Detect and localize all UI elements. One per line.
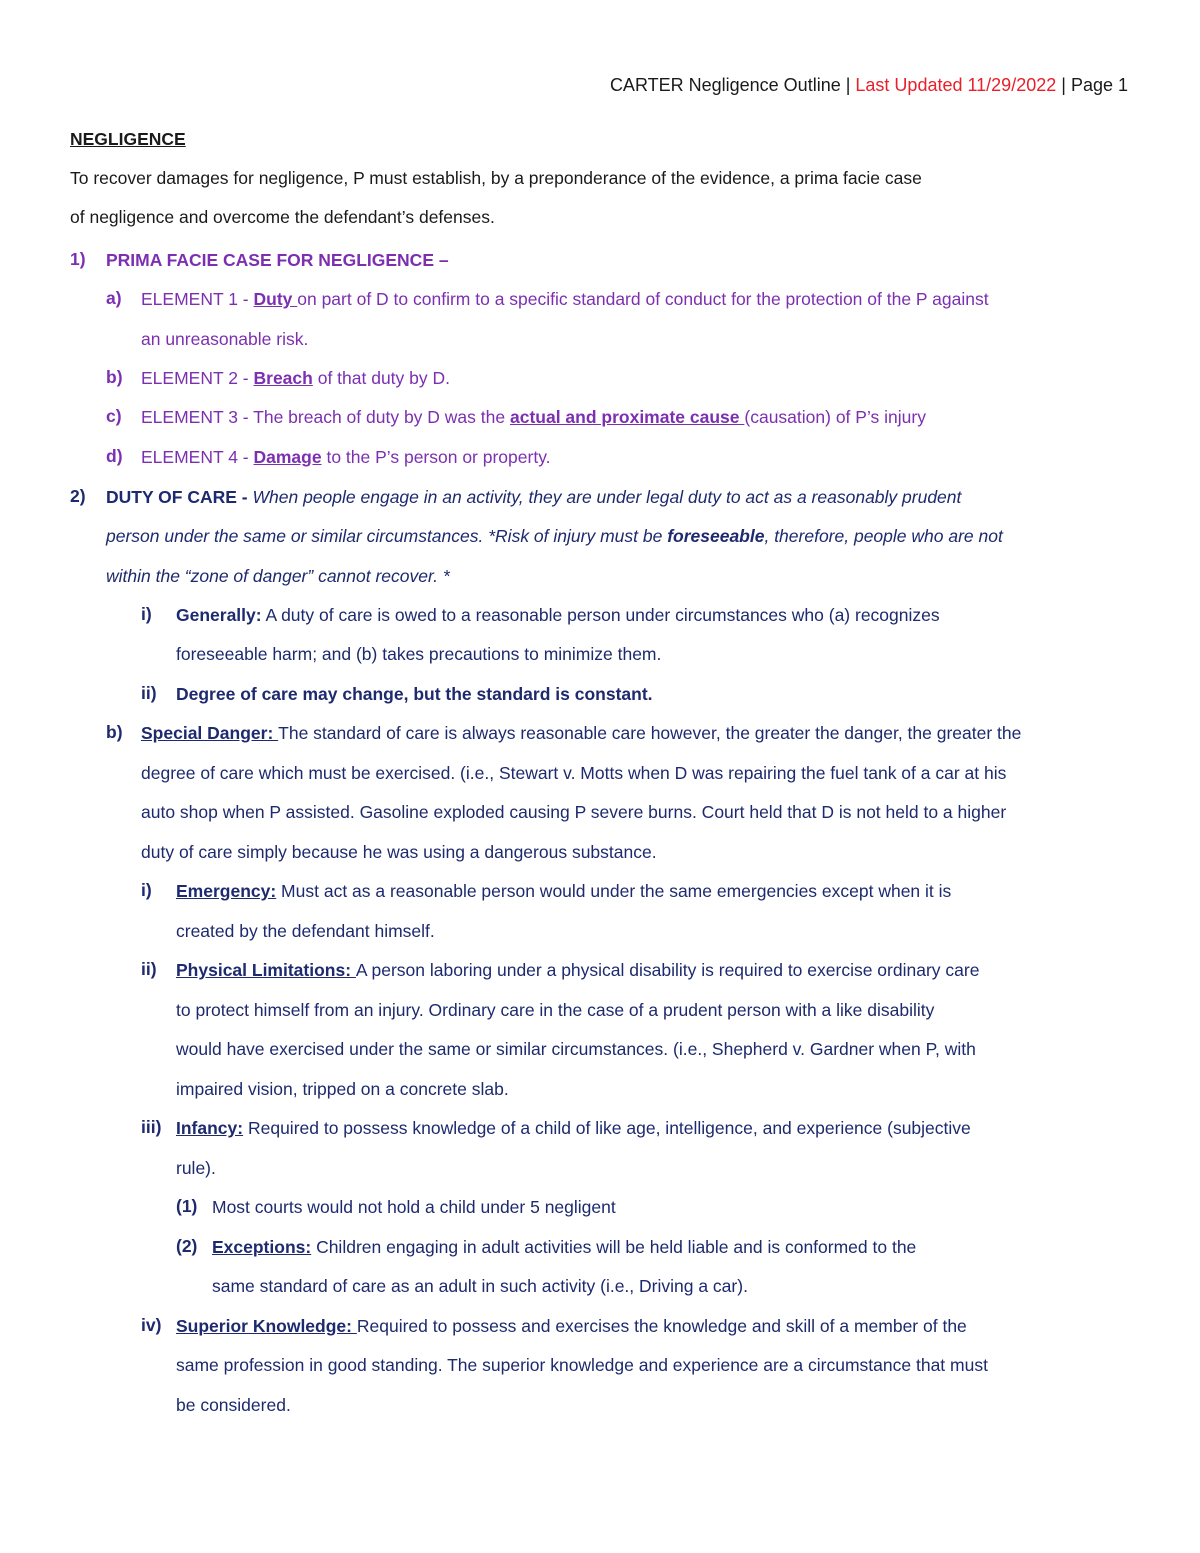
special-danger-line-3: auto shop when P assisted. Gasoline exploded causing P severe burns. Court held that D is not held to a higher <box>141 802 1007 822</box>
element-1-label: a) <box>106 288 122 308</box>
superior-knowledge-line-3: be considered. <box>176 1395 291 1415</box>
element-3-text: ELEMENT 3 - The breach of duty by D was the actual and proximate cause (causation) of P’s injury <box>141 407 926 427</box>
generally-continuation: foreseeable harm; and (b) takes precautions to minimize them. <box>176 644 662 664</box>
infancy-label: iii) <box>141 1117 162 1137</box>
section-2-title: DUTY OF CARE - <box>106 487 253 507</box>
special-danger-term: Special Danger: <box>141 723 279 743</box>
header-separator: | <box>1056 75 1071 95</box>
emergency-text: Emergency: Must act as a reasonable person would under the same emergencies except when it is <box>176 881 952 901</box>
element-1-text: ELEMENT 1 - Duty on part of D to confirm to a specific standard of conduct for the protection of the P against <box>141 289 989 309</box>
degree-text: Degree of care may change, but the standard is constant. <box>176 684 653 704</box>
infancy-point-1-label: (1) <box>176 1196 198 1216</box>
generally-label: i) <box>141 604 152 624</box>
infancy-point-2-continuation: same standard of care as an adult in such activity (i.e., Driving a car). <box>212 1276 748 1296</box>
section-2-line-3: within the “zone of danger” cannot recover. * <box>106 566 450 586</box>
intro-line-1: To recover damages for negligence, P must establish, by a preponderance of the evidence, a prima facie case <box>70 168 922 188</box>
element-4-text: ELEMENT 4 - Damage to the P’s person or property. <box>141 447 551 467</box>
section-2-line-2: person under the same or similar circumstances. *Risk of injury must be foreseeable, therefore, people who are not <box>106 526 1003 546</box>
physical-limitations-line-4: impaired vision, tripped on a concrete slab. <box>176 1079 509 1099</box>
foreseeable-term: foreseeable <box>667 526 765 546</box>
superior-knowledge-term: Superior Knowledge: <box>176 1316 357 1336</box>
emergency-continuation: created by the defendant himself. <box>176 921 435 941</box>
infancy-point-2-label: (2) <box>176 1236 198 1256</box>
header-page-number: Page 1 <box>1070 75 1128 95</box>
page-header <box>610 74 1128 96</box>
section-2-number: 2) <box>70 486 86 506</box>
physical-limitations-line-3: would have exercised under the same or similar circumstances. (i.e., Shepherd v. Gardner when P, with <box>176 1039 976 1059</box>
physical-limitations-text: Physical Limitations: A person laboring under a physical disability is required to exercise ordinary care <box>176 960 980 980</box>
infancy-text: Infancy: Required to possess knowledge of a child of like age, intelligence, and experience (subjective <box>176 1118 971 1138</box>
element-2-text: ELEMENT 2 - Breach of that duty by D. <box>141 368 450 388</box>
superior-knowledge-label: iv) <box>141 1315 162 1335</box>
element-2-label: b) <box>106 367 123 387</box>
physical-limitations-term: Physical Limitations: <box>176 960 356 980</box>
header-title: CARTER Negligence Outline <box>609 75 841 95</box>
infancy-continuation: rule). <box>176 1158 216 1178</box>
physical-limitations-line-2: to protect himself from an injury. Ordinary care in the case of a prudent person with a like disability <box>176 1000 935 1020</box>
exceptions-term: Exceptions: <box>212 1237 312 1257</box>
element-3-label: c) <box>106 406 122 426</box>
breach-term: Breach <box>253 368 313 388</box>
header-separator: | <box>840 75 856 95</box>
infancy-term: Infancy: <box>176 1118 244 1138</box>
causation-term: actual and proximate cause <box>509 407 745 427</box>
duty-term: Duty <box>253 289 298 309</box>
emergency-term: Emergency: <box>176 881 277 901</box>
section-1-title: PRIMA FACIE CASE FOR NEGLIGENCE – <box>106 250 449 270</box>
section-1-number: 1) <box>70 249 86 269</box>
infancy-point-2-text: Exceptions: Children engaging in adult activities will be held liable and is conformed to the <box>212 1237 917 1257</box>
damage-term: Damage <box>253 447 322 467</box>
emergency-label: i) <box>141 880 152 900</box>
section-heading: NEGLIGENCE <box>70 129 186 149</box>
superior-knowledge-line-2: same profession in good standing. The superior knowledge and experience are a circumstance that must <box>176 1355 988 1375</box>
superior-knowledge-text: Superior Knowledge: Required to possess and exercises the knowledge and skill of a member of the <box>176 1316 967 1336</box>
special-danger-line-2: degree of care which must be exercised. (i.e., Stewart v. Motts when D was repairing the fuel tank of a car at his <box>141 763 1007 783</box>
special-danger-line-1: Special Danger: The standard of care is always reasonable care however, the greater the danger, the greater the <box>141 723 1022 743</box>
infancy-point-1-text: Most courts would not hold a child under 5 negligent <box>212 1197 616 1217</box>
section-2-line-1: DUTY OF CARE - When people engage in an activity, they are under legal duty to act as a reasonably prudent <box>106 487 962 507</box>
generally-text: Generally: A duty of care is owed to a reasonable person under circumstances who (a) recognizes <box>176 605 940 625</box>
header-last-updated: Last Updated 11/29/2022 <box>855 75 1057 95</box>
element-1-continuation: an unreasonable risk. <box>141 329 309 349</box>
special-danger-label: b) <box>106 722 123 742</box>
intro-line-2: of negligence and overcome the defendant’s defenses. <box>70 207 495 227</box>
physical-limitations-label: ii) <box>141 959 157 979</box>
element-4-label: d) <box>106 446 123 466</box>
degree-label: ii) <box>141 683 157 703</box>
special-danger-line-4: duty of care simply because he was using a dangerous substance. <box>141 842 657 862</box>
